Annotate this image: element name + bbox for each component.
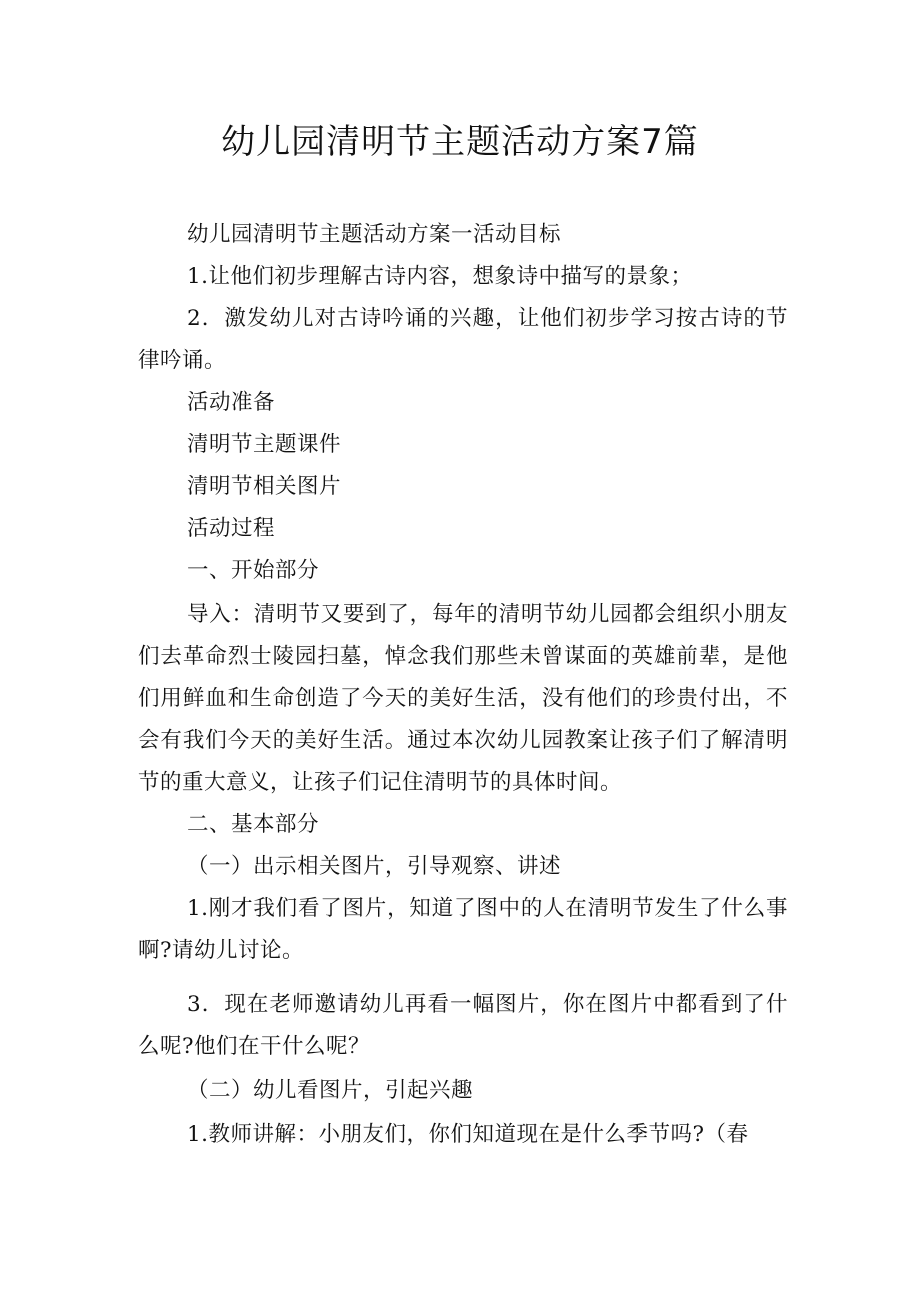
paragraph-section-heading: 幼儿园清明节主题活动方案一活动目标 xyxy=(187,222,562,247)
paragraph-preparation-2: 清明节相关图片 xyxy=(187,474,342,499)
paragraph-subsection-1: （一）出示相关图片，引导观察、讲述 xyxy=(187,854,562,879)
paragraph-subsection-2: （二）幼儿看图片，引起兴趣 xyxy=(187,1078,474,1103)
paragraph-teacher-explanation: 1.教师讲解：小朋友们，你们知道现在是什么季节吗?（春 xyxy=(187,1122,749,1147)
paragraph-introduction: 导入：清明节又要到了，每年的清明节幼儿园都会组织小朋友们去革命烈士陵园扫墓，悼念我们那些未曾谋面的英雄前辈，是他们用鲜血和生命创造了今天的美好生活，没有他们的珍贵付出，不会有我们今天的美好生活。通过本次幼儿园教案让孩子们了解清明节的重大意义，让孩子们记住清明节的具体时间。 xyxy=(138,602,788,795)
paragraph-step-3: 3．现在老师邀请幼儿再看一幅图片，你在图片中都看到了什么呢?他们在干什么呢？ xyxy=(138,992,788,1059)
document-title: 幼儿园清明节主题活动方案7篇 xyxy=(221,122,699,162)
paragraph-preparation-heading: 活动准备 xyxy=(187,390,276,415)
paragraph-part-2-heading: 二、基本部分 xyxy=(187,812,320,837)
paragraph-goal-1: 1.让他们初步理解古诗内容，想象诗中描写的景象； xyxy=(187,264,693,289)
paragraph-goal-2: 2．激发幼儿对古诗吟诵的兴趣，让他们初步学习按古诗的节律吟诵。 xyxy=(138,306,788,373)
document-body xyxy=(138,214,788,1156)
paragraph-preparation-1: 清明节主题课件 xyxy=(187,432,342,457)
paragraph-process-heading: 活动过程 xyxy=(187,516,276,541)
paragraph-step-1: 1.刚才我们看了图片，知道了图中的人在清明节发生了什么事啊?请幼儿讨论。 xyxy=(138,896,788,963)
paragraph-part-1-heading: 一、开始部分 xyxy=(187,558,320,583)
